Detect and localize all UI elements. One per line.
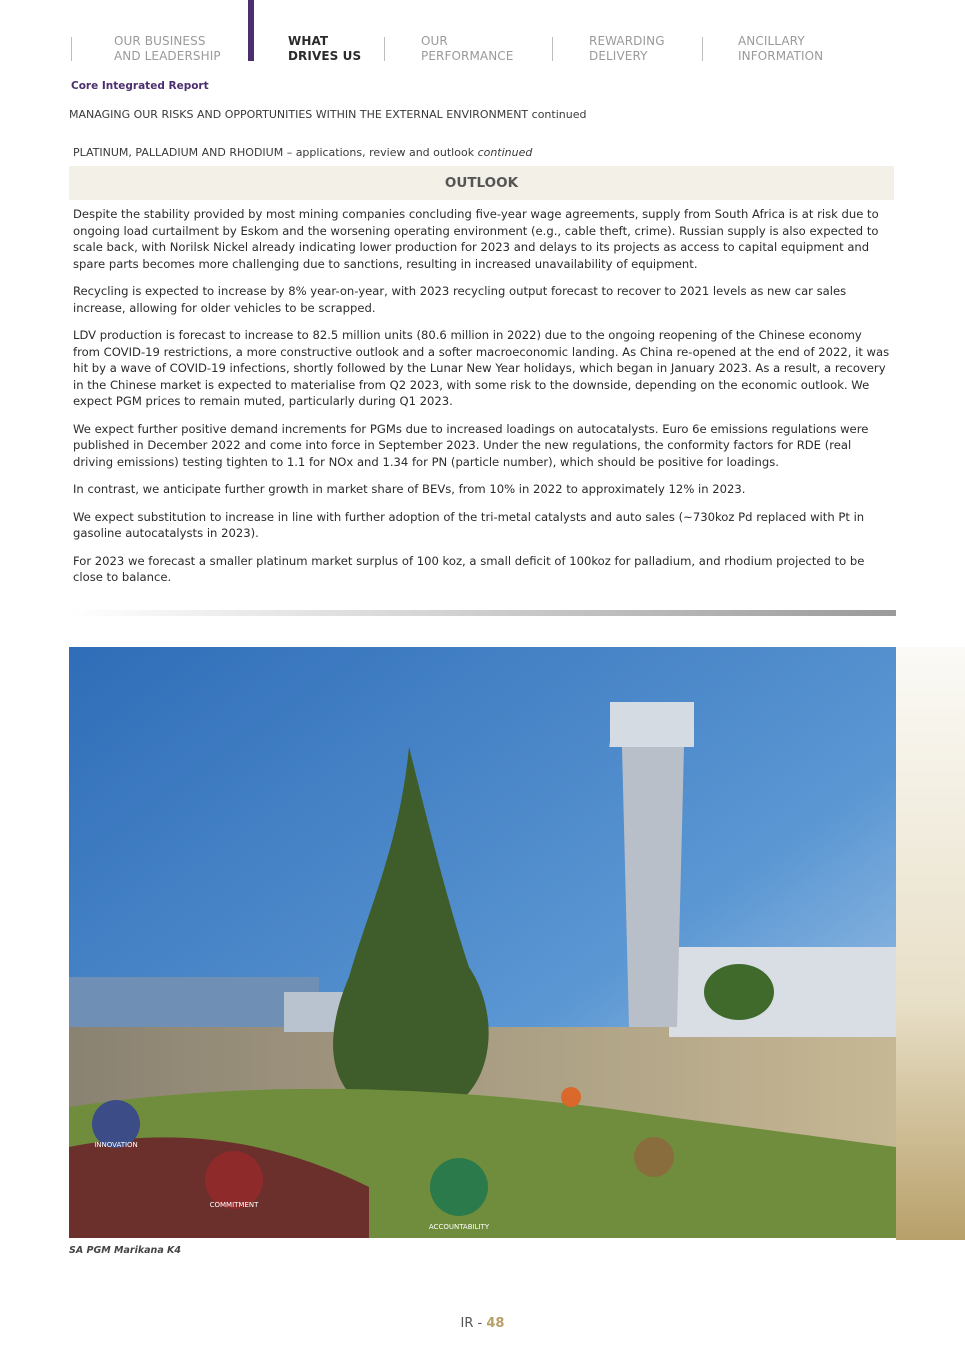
paragraph: In contrast, we anticipate further growth in market share of BEVs, from 10% in 2022 to approximately 12% in 2023. [73, 482, 746, 496]
paragraph: We expect substitution to increase in line with further adoption of the tri-metal catalysts and auto sales (~730koz Pd replaced with Pt in gasoline autocatalysts in 2023). [73, 509, 865, 540]
nav-what-drives-us[interactable] [288, 34, 361, 64]
sign-text: ACCOUNTABILITY [428, 1223, 490, 1231]
nav-rewarding-delivery[interactable] [589, 34, 665, 64]
subsection-continued: continued [477, 146, 533, 159]
tree [704, 964, 774, 1020]
building [669, 947, 896, 1037]
page-number [0, 1316, 965, 1331]
body-text [73, 206, 891, 597]
nav-label: DELIVERY [589, 49, 648, 63]
nav-label: AND LEADERSHIP [114, 49, 221, 63]
active-section-marker [248, 0, 254, 61]
accountability-sign [430, 1158, 488, 1216]
nav-divider [384, 37, 385, 61]
tower-top [610, 702, 694, 747]
nav-divider [702, 37, 703, 61]
sign [561, 1087, 581, 1107]
mine-shaft-photo [69, 647, 896, 1238]
nav-label: ANCILLARY [738, 34, 805, 48]
nav-label: WHAT [288, 34, 329, 48]
outlook-heading: OUTLOOK [69, 166, 894, 200]
paragraph: Recycling is expected to increase by 8% year-on-year, with 2023 recycling output forecast to recover to 2021 levels as new car sales increase, allowing for older vehicles to be scrapped. [73, 284, 847, 315]
divider-rule [70, 610, 896, 616]
sign-text: COMMITMENT [209, 1201, 259, 1209]
building [69, 977, 319, 1027]
nav-label: PERFORMANCE [421, 49, 514, 63]
nav-label: DRIVES US [288, 49, 362, 63]
nav-our-business[interactable] [114, 34, 221, 64]
paragraph: LDV production is forecast to increase to 82.5 million units (80.6 million in 2022) due to the ongoing reopening of the Chinese economy from COVID-19 restrictions, a more constructive outlook and a softer macroeconomic landing. As China re-opened at the end of 2022, it was hit by a wave of COVID-19 infections, shortly followed by the Lunar New Year holidays, which began in January 2023. As a result, a recovery in the Chinese market is expected to materialise from Q2 2023, with some risk to the downside, depending on the economic outlook. We expect PGM prices to remain muted, particularly during Q1 2023. [73, 328, 890, 408]
paragraph: We expect further positive demand increments for PGMs due to increased loadings on autocatalysts. Euro 6e emissions regulations were published in December 2022 and come into force in September 2023. Under the new regulations, the conformity factors for RDE (real driving emissions) testing tighten to 1.1 for NOx and 1.34 for PN (particle number), which should be positive for loadings. [73, 421, 869, 469]
nav-label: INFORMATION [738, 49, 824, 63]
nav-label: OUR BUSINESS [114, 34, 206, 48]
page-prefix: IR - [460, 1316, 487, 1331]
section-nav [0, 0, 965, 70]
nav-divider [552, 37, 553, 61]
nav-ancillary-information[interactable] [738, 34, 823, 64]
paragraph: For 2023 we forecast a smaller platinum market surplus of 100 koz, a small deficit of 100koz for palladium, and rhodium projected to be close to balance. [73, 553, 865, 584]
section-title: MANAGING OUR RISKS AND OPPORTUNITIES WITHIN THE EXTERNAL ENVIRONMENT continued [69, 108, 587, 121]
photo-caption: SA PGM Marikana K4 [69, 1245, 182, 1256]
core-report-label: Core Integrated Report [71, 80, 209, 92]
nav-label: REWARDING [589, 34, 665, 48]
sign [634, 1137, 674, 1177]
nav-divider [71, 37, 72, 61]
nav-our-performance[interactable] [421, 34, 513, 64]
page-edge-decoration [896, 647, 965, 1240]
subsection-title [73, 146, 532, 159]
paragraph: Despite the stability provided by most mining companies concluding five-year wage agreements, supply from South Africa is at risk due to ongoing load curtailment by Eskom and the worsening operating environment (e.g., cable theft, crime). Russian supply is also expected to scale back, with Norilsk Nickel already indicating lower production for 2023 and delays to its projects as access to capital equipment and spare parts becomes more challenging due to sanctions, resulting in increased unavailability of equipment. [73, 207, 879, 271]
page-number-value: 48 [486, 1316, 505, 1331]
nav-label: OUR [421, 34, 448, 48]
sign-text: INNOVATION [94, 1141, 138, 1149]
subsection-text: PLATINUM, PALLADIUM AND RHODIUM – applications, review and outlook [73, 146, 478, 159]
